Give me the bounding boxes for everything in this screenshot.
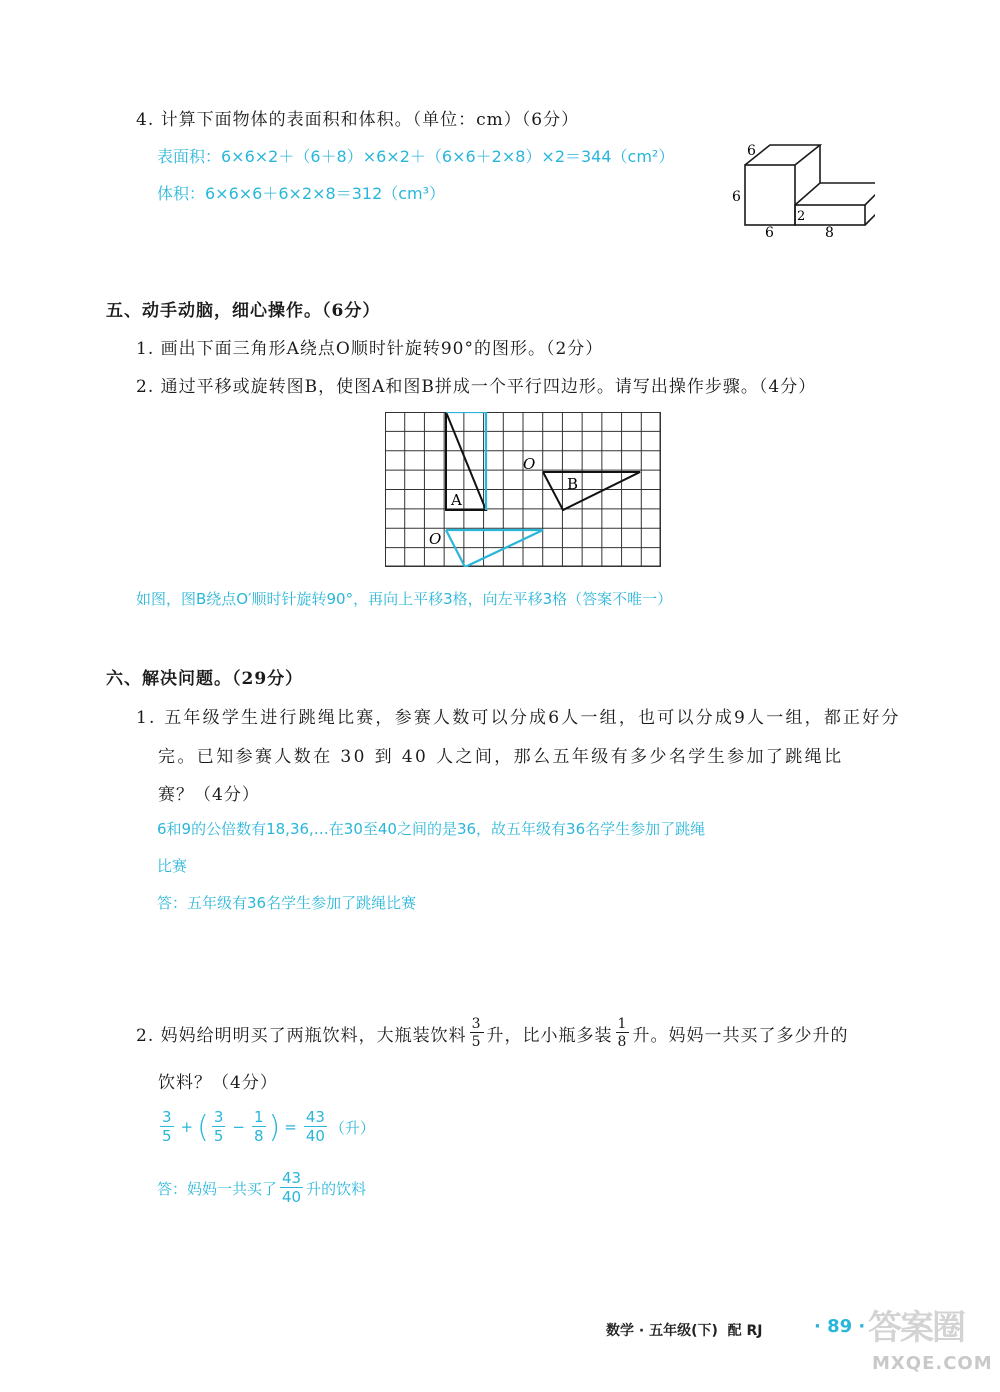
- section6-q1-answer-line2: 比赛: [157, 857, 188, 875]
- label-a: A: [451, 491, 462, 509]
- section6-q1-answer-line1: 6和9的公倍数有18,36,…在30至40之间的是36，故五年级有36名学生参加了跳绳: [157, 820, 706, 838]
- q2-text-pre: 2. 妈妈给明明买了两瓶饮料，大瓶装饮料: [136, 1025, 467, 1046]
- page-number: · 89 ·: [814, 1316, 866, 1337]
- watermark-logo: 答案圈: [868, 1308, 964, 1348]
- q4-label-top: 6: [747, 143, 756, 159]
- triangle-b: [543, 472, 640, 510]
- section6-q2-line2: 饮料？（4分）: [158, 1073, 278, 1093]
- q4-solid-figure: [725, 135, 875, 240]
- watermark-url: MXQE.COM: [872, 1353, 993, 1374]
- q4-title: 4. 计算下面物体的表面积和体积。（单位：cm）（6分）: [136, 110, 580, 130]
- q4-label-bottom-left: 6: [765, 225, 774, 240]
- calc-rparen: ): [268, 1109, 281, 1145]
- calc-unit: （升）: [329, 1118, 375, 1137]
- calc-frac-c: $\frac{1}{8}$: [253, 1108, 264, 1145]
- footer-book-info: 数学 · 五年级(下) 配 RJ: [606, 1323, 763, 1339]
- section6-heading: 六、解决问题。（29分）: [106, 669, 304, 689]
- grid-figure: [385, 412, 661, 567]
- q4-label-bottom-right: 8: [825, 225, 834, 240]
- q2-fraction-large-bottle: $\frac{3}{5}$: [471, 1016, 482, 1050]
- label-b: B: [567, 475, 579, 493]
- q2-text-post: 升。妈妈一共买了多少升的: [632, 1025, 849, 1046]
- q2-reply-post: 升的饮料: [306, 1179, 367, 1198]
- calc-frac-b: $\frac{3}{5}$: [213, 1108, 224, 1145]
- section5-answer: 如图，图B绕点O′顺时针旋转90°，再向上平移3格，向左平移3格（答案不唯一）: [136, 590, 673, 608]
- calc-frac-a: $\frac{3}{5}$: [162, 1108, 172, 1145]
- triangle-a-rotated-lower: [446, 530, 543, 567]
- q4-answer-volume: 体积：6×6×6＋6×2×8＝312（cm³）: [157, 184, 446, 203]
- section5-q2: 2. 通过平移或旋转图B，使图A和图B拼成一个平行四边形。请写出操作步骤。（4分）: [136, 377, 817, 397]
- q4-label-left: 6: [732, 189, 741, 205]
- section6-q2-line1: [136, 1010, 848, 1056]
- calc-result: $\frac{43}{40}$: [305, 1108, 325, 1145]
- calc-lparen: (: [197, 1109, 209, 1145]
- calc-plus: +: [180, 1118, 194, 1136]
- section6-q1-line3: 赛？（4分）: [158, 785, 260, 805]
- section6-q1-reply: 答：五年级有36名学生参加了跳绳比赛: [157, 894, 417, 912]
- q2-reply-pre: 答：妈妈一共买了: [157, 1179, 278, 1198]
- section6-q1-line1: 1. 五年级学生进行跳绳比赛，参赛人数可以分成6人一组，也可以分成9人一组，都正好分: [136, 708, 901, 728]
- section6-q2-reply: [157, 1165, 366, 1211]
- section5-q1: 1. 画出下面三角形A绕点O顺时针旋转90°的图形。（2分）: [136, 339, 604, 359]
- section6-q1-line2: 完。已知参赛人数在 30 到 40 人之间，那么五年级有多少名学生参加了跳绳比: [158, 747, 844, 767]
- calc-minus: −: [232, 1118, 245, 1136]
- q2-text-mid: 升，比小瓶多装: [486, 1025, 613, 1046]
- q2-fraction-difference: $\frac{1}{8}$: [617, 1016, 628, 1050]
- section5-heading: 五、动手动脑，细心操作。（6分）: [106, 301, 381, 321]
- q4-label-small-height: 2: [797, 209, 806, 224]
- calc-equals: =: [284, 1118, 297, 1136]
- q4-answer-surface-area: 表面积：6×6×2＋（6＋8）×6×2＋（6×6＋2×8）×2＝344（cm²）: [157, 147, 675, 166]
- section6-q2-calculation: [157, 1105, 375, 1149]
- label-o-prime: O: [523, 455, 536, 473]
- q2-reply-fraction: $\frac{43}{40}$: [282, 1169, 302, 1206]
- label-o: O: [429, 530, 442, 548]
